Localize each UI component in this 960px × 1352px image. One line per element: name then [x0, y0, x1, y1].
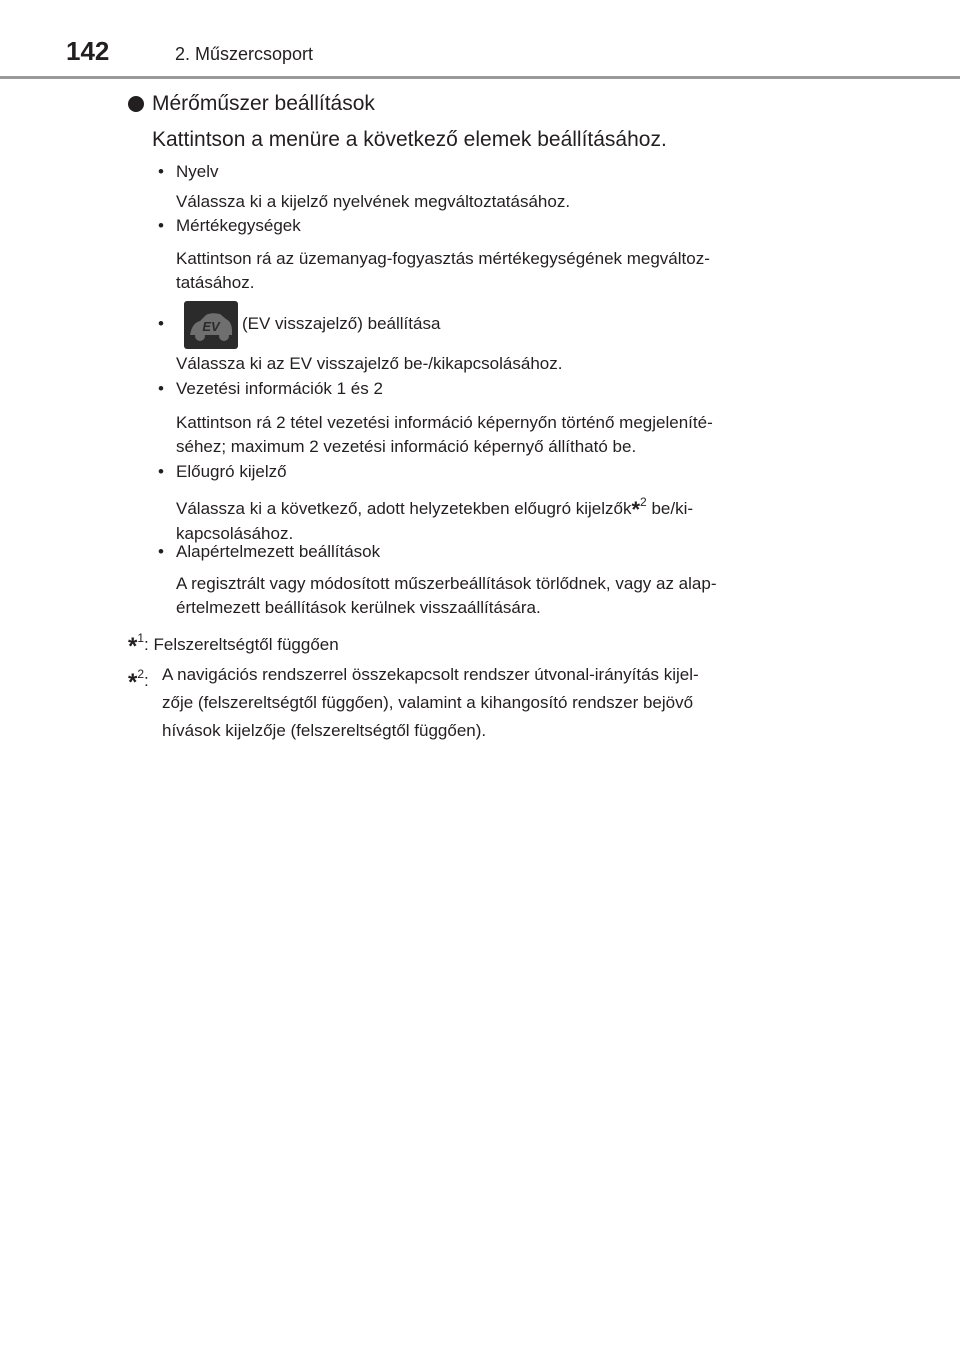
- list-item-title: [158, 377, 383, 401]
- footnote-ref-number: 2: [640, 495, 647, 509]
- list-item-description: Válassza ki a kijelző nyelvének megváltoztatásához.: [176, 192, 571, 211]
- footnote-number: 2: [137, 667, 145, 681]
- bullet-icon: •: [158, 216, 164, 235]
- bullet-icon: •: [158, 379, 164, 398]
- ev-indicator-icon: [184, 301, 238, 349]
- footnote-number: 1: [137, 631, 145, 645]
- list-item-description: Válassza ki az EV visszajelző be-/kikapcsolásához.: [176, 354, 563, 373]
- footnote-text: A navigációs rendszerrel összekapcsolt rendszer útvonal-irányítás kijel- zője (felszereltségtől függően), valamint a kihangosító rendszer bejövő hívások kijelzője (felszereltségtől függően).: [162, 665, 699, 740]
- list-item-title: [158, 460, 287, 484]
- list-item-description: Kattintson rá 2 tétel vezetési információ képernyőn történő megjeleníté- séhez; maximum 2 vezetési információ képernyő állítható be.: [176, 413, 713, 456]
- item-title-text: Előugró kijelző: [176, 462, 287, 481]
- list-item-description: Válassza ki a következő, adott helyzetekben előugró kijelzők*$^2$ be/ki- kapcsolásához.: [176, 495, 694, 543]
- footnote: *$^2$:: [128, 667, 149, 696]
- footnote-star: *: [128, 669, 138, 696]
- bullet-icon: •: [158, 462, 164, 481]
- desc-text: Válassza ki a következő, adott helyzetekben előugró kijelzők: [176, 499, 632, 518]
- section-heading: [128, 90, 375, 118]
- page-header: [0, 0, 960, 80]
- list-item-title: [158, 300, 440, 349]
- item-title-text: Mértékegységek: [176, 216, 301, 235]
- heading-text: Mérőműszer beállítások: [152, 92, 375, 115]
- intro-text: Kattintson a menüre a következő elemek beállításához.: [152, 128, 667, 151]
- item-title-text: (EV visszajelző) beállítása: [242, 314, 441, 333]
- list-item-title: [158, 214, 301, 238]
- item-title-text: Nyelv: [176, 162, 219, 181]
- bullet-icon: •: [158, 162, 164, 181]
- item-title-text: Alapértelmezett beállítások: [176, 542, 381, 561]
- list-item-description: Kattintson rá az üzemanyag-fogyasztás mértékegységének megváltoz- tatásához.: [176, 249, 710, 292]
- header-divider: [0, 76, 960, 79]
- circle-bullet-icon: [128, 96, 144, 112]
- list-item-title: [158, 160, 219, 184]
- footnote: *$^1$: Felszereltségtől függően: [128, 631, 339, 660]
- footnote-star: *: [128, 633, 138, 660]
- svg-text:EV: EV: [202, 318, 220, 334]
- footnote-text: Felszereltségtől függően: [153, 635, 339, 654]
- footnote-ref-star: *: [631, 497, 641, 522]
- bullet-icon: •: [158, 542, 164, 561]
- section-title: 2. Műszercsoport: [175, 44, 314, 64]
- item-title-text: Vezetési információk 1 és 2: [176, 379, 383, 398]
- bullet-icon: •: [158, 314, 164, 333]
- list-item-title: [158, 540, 380, 564]
- page-number: 142: [66, 36, 110, 66]
- list-item-description: A regisztrált vagy módosított műszerbeállítások törlődnek, vagy az alap- értelmezett beállítások kerülnek visszaállítására.: [176, 574, 717, 617]
